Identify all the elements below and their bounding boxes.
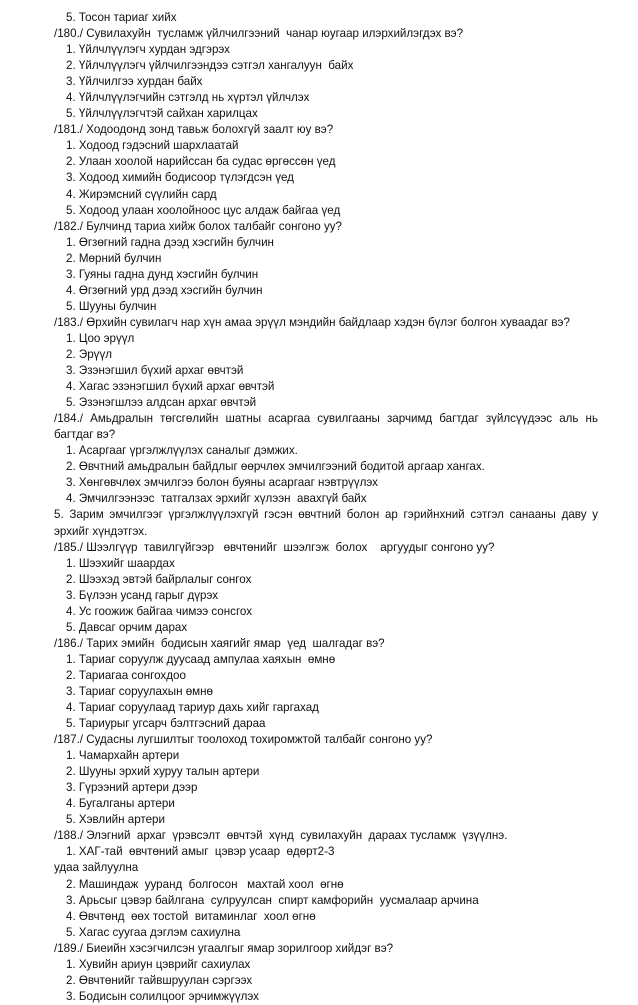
answer-option: 2. Мөрний булчин bbox=[66, 251, 162, 265]
question-text-line: /181./ Ходоодонд зонд тавьж болохгүй заалт юу вэ? bbox=[54, 123, 334, 137]
question-text-line: /189./ Биеийн хэсэгчилсэн угаалгыг ямар зорилгоор хийдэг вэ? bbox=[54, 941, 394, 955]
answer-option: 1. Асаргааг үргэлжлүүлэх саналыг дэмжих. bbox=[66, 444, 298, 458]
answer-option: 2. Өвчтний амьдралын байдлыг өөрчлөх эмчилгээний бодитой аргаар хангах. bbox=[66, 460, 485, 474]
question-text-line: /182./ Булчинд тариа хийж болох талбайг сонгоно уу? bbox=[54, 219, 343, 233]
answer-option: 4. Өгзөгний урд дээд хэсгийн булчин bbox=[66, 283, 263, 297]
answer-option: 3. Арьсыг цэвэр байлгана сулруулсан спирт камфорийн уусмалаар арчина bbox=[66, 893, 479, 907]
question-text-line: 5. Зарим эмчилгээг үргэлжлүүлэхгүй гэсэн өвчтний болон ар гэрийнхний сэтгэл санааны даву у bbox=[54, 508, 598, 522]
answer-option: 5. Шууны булчин bbox=[66, 299, 157, 313]
answer-option: 2. Шээхэд эвтэй байрлалыг сонгох bbox=[66, 572, 252, 586]
answer-option: 4. Үйлчлүүлэгчийн сэтгэлд нь хүртэл үйлчлэх bbox=[66, 91, 310, 105]
answer-option: 3. Гүрээний артери дээр bbox=[66, 781, 198, 795]
question-text-line: эрхийг хүндэтгэх. bbox=[54, 524, 148, 538]
question-text-line: удаа зайлуулна bbox=[54, 861, 139, 875]
question-text-line: /183./ Өрхийн сувилагч нар хүн амаа эрүүл мэндийн байдлаар хэдэн бүлэг болгон хуваадаг вэ? bbox=[54, 315, 570, 329]
answer-option: 2. Тариагаа сонгохдоо bbox=[66, 668, 186, 682]
answer-option: 1. Өгзөгний гадна дээд хэсгийн булчин bbox=[66, 235, 274, 249]
answer-option: 3. Үйлчилгээ хурдан байх bbox=[66, 75, 203, 89]
answer-option: 3. Ходоод химийн бодисоор түлэгдсэн үед bbox=[66, 171, 294, 185]
answer-option: 4. Бугалганы артери bbox=[66, 797, 175, 811]
answer-option: 1. Шээхийг шаардах bbox=[66, 556, 175, 570]
question-text-line: /186./ Тарих эмийн бодисын хаягийг ямар үед шалгадаг вэ? bbox=[54, 636, 385, 650]
answer-option: 3. Бодисын солилцоог эрчимжүүлэх bbox=[66, 989, 259, 1003]
answer-option: 2. Эрүүл bbox=[66, 347, 113, 361]
answer-option: 4. Өвчтөнд өөх тостой витаминлаг хоол өгнө bbox=[66, 909, 316, 923]
question-text-line: /184./ Амьдралын төгсгөлийн шатны асаргаа сувилгааны зарчимд багтдаг зүйлсүүдээс аль нь bbox=[54, 412, 598, 426]
question-text-line: /185./ Шээлгүүр тавилгүйгээр өвчтөнийг шээлгэж болох аргуудыг сонгоно уу? bbox=[54, 540, 495, 554]
answer-option: 2. Шууны эрхий хуруу талын артери bbox=[66, 765, 260, 779]
answer-option: 3. Бүлээн усанд гарыг дүрэх bbox=[66, 588, 219, 602]
question-text-line: багтдаг вэ? bbox=[54, 428, 116, 442]
answer-option: 1. ХАГ-тай өвчтөний амыг цэвэр усаар өдөрт2-3 bbox=[66, 845, 335, 859]
answer-option: 5. Давсаг орчим дарах bbox=[66, 620, 188, 634]
answer-option: 1. Цоо эрүүл bbox=[66, 331, 135, 345]
answer-option: 3. Гуяны гадна дунд хэсгийн булчин bbox=[66, 267, 259, 281]
answer-option: 5. Хагас суугаа дэглэм сахиулна bbox=[66, 925, 241, 939]
answer-option: 3. Эзэнэгшил бүхий архаг өвчтэй bbox=[66, 364, 244, 378]
answer-option: 1. Чамархайн артери bbox=[66, 749, 180, 763]
answer-option: 5. Тосон тариаг хийх bbox=[66, 11, 177, 24]
answer-option: 1. Хувийн ариун цэврийг сахиулах bbox=[66, 957, 251, 971]
answer-option: 4. Эмчилгээнээс татгалзах эрхийг хүлээн авахгүй байх bbox=[66, 492, 367, 506]
answer-option: 3. Тариаг соруулахын өмнө bbox=[66, 684, 213, 698]
answer-option: 2. Өвчтөнийг тайвшруулан сэргээх bbox=[66, 973, 253, 987]
question-text-line: /188./ Элэгний архаг үрэвсэлт өвчтэй хүнд сувилахуйн дараах тусламж үзүүлнэ. bbox=[54, 829, 508, 843]
answer-option: 2. Үйлчлүүлэгч үйлчилгээндээ сэтгэл хангалуун байх bbox=[66, 59, 354, 73]
question-text-line: /187./ Судасны лугшилтыг тоолоход тохиромжтой талбайг сонгоно уу? bbox=[54, 733, 433, 747]
answer-option: 5. Тариурыг угсарч бэлтгэсний дараа bbox=[66, 717, 266, 731]
answer-option: 5. Ходоод улаан хоолойноос цус алдаж байгаа үед bbox=[66, 203, 341, 217]
answer-option: 1. Тариаг соруулж дуусаад ампулаа хаяхын өмнө bbox=[66, 652, 336, 666]
answer-option: 5. Үйлчлүүлэгчтэй сайхан харилцах bbox=[66, 107, 258, 121]
answer-option: 4. Жирэмсний сүүлийн сард bbox=[66, 187, 217, 201]
answer-option: 5. Эзэнэгшлээ алдсан архаг өвчтэй bbox=[66, 396, 257, 410]
question-text-line: /180./ Сувилахуйн тусламж үйлчилгээний чанар юугаар илэрхийлэгдэх вэ? bbox=[54, 27, 464, 41]
question-list bbox=[0, 10, 638, 1005]
answer-option: 4. Хагас эзэнэгшил бүхий архаг өвчтэй bbox=[66, 380, 275, 394]
answer-option: 1. Үйлчлүүлэгч хурдан эдгэрэх bbox=[66, 43, 230, 57]
answer-option: 2. Улаан хоолой нарийссан ба судас өргөссөн үед bbox=[66, 155, 336, 169]
answer-option: 4. Ус гоожиж байгаа чимээ сонсгох bbox=[66, 604, 253, 618]
answer-option: 5. Хэвлийн артери bbox=[66, 813, 165, 827]
answer-option: 1. Ходоод гэдэсний шархлаатай bbox=[66, 139, 239, 153]
answer-option: 2. Машиндаж ууранд болгосон махтай хоол өгнө bbox=[66, 877, 344, 891]
answer-option: 4. Тариаг соруулаад тариур дахь хийг гаргахад bbox=[66, 701, 319, 715]
answer-option: 3. Хөнгөвчлөх эмчилгээ болон буяны асаргааг нэвтрүүлэх bbox=[66, 476, 378, 490]
